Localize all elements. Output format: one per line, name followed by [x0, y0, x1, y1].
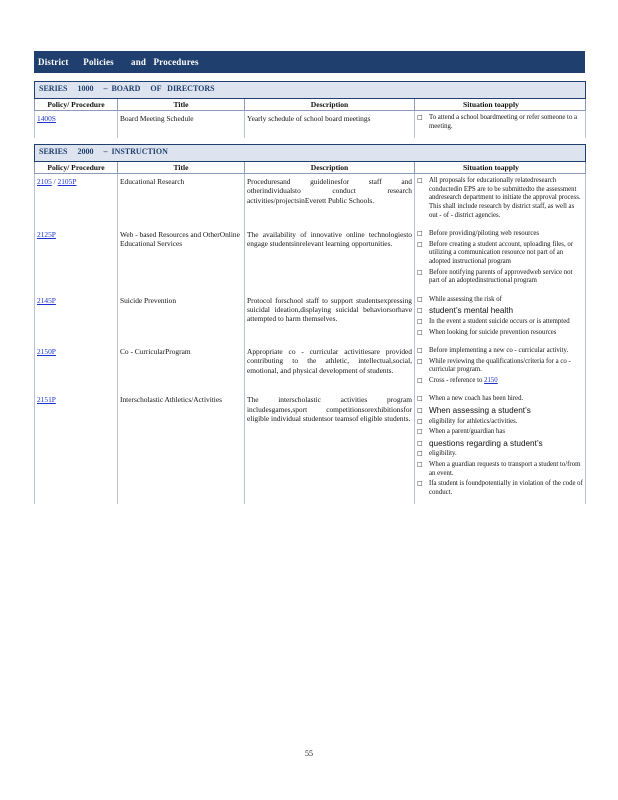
policy-link[interactable]: 2105 [37, 177, 52, 187]
situation-item: □ Cross - reference to 2150 [417, 377, 583, 386]
policy-link[interactable]: 2125P [37, 230, 56, 240]
series-header [35, 145, 586, 162]
table-row [35, 293, 586, 344]
policy-cell [35, 293, 118, 344]
title-cell: Educational Research [118, 174, 245, 227]
column-header-policy: Policy/ Procedure [35, 99, 118, 111]
situation-item: □ Before providing/piloting web resources [417, 230, 583, 239]
policy-cell [35, 392, 118, 504]
description-cell: The interscholastic activities program includesgames,sport competitionsorexhibitionsfor eligible individual studentsor teamsof eligible students. [245, 392, 415, 504]
policy-cell [35, 344, 118, 392]
page-number: 55 [305, 749, 313, 758]
policy-link[interactable]: 1400S [37, 114, 56, 123]
series-header [35, 82, 586, 99]
column-header-row [35, 162, 586, 174]
document-page [34, 51, 585, 504]
policies-table [34, 81, 586, 504]
description-cell: Appropriate co - curricular activitiesare provided contributing to the athletic, intellectual,social, emotional, and physical development of students. [245, 344, 415, 392]
situation-item: □ When a new coach has been hired. [417, 395, 583, 404]
situation-item: □ When assessing a student’s [417, 406, 583, 416]
column-header-situation: Situation toapply [415, 99, 586, 111]
situation-cell [415, 344, 586, 392]
column-header-description: Description [245, 162, 415, 174]
policy-link[interactable]: 2150P [37, 347, 56, 357]
situation-item: □ Before implementing a new co - curricular activity. [417, 347, 583, 356]
situation-item: □ Before notifying parents of approvedweb service not part of an adoptedinstructional program [417, 269, 583, 286]
document-banner [34, 51, 585, 73]
column-header-title: Title [118, 162, 245, 174]
column-header-policy: Policy/ Procedure [35, 162, 118, 174]
situation-item: □ questions regarding a student’s [417, 439, 583, 449]
situation-list [417, 114, 583, 131]
policy-separator: / [51, 177, 58, 187]
situation-item: □ While reviewing the qualifications/criteria for a co - curricular program. [417, 358, 583, 375]
title-cell: Co - CurricularProgram [118, 344, 245, 392]
situation-item: □ When looking for suicide prevention resources [417, 329, 583, 338]
column-header-row [35, 99, 586, 111]
policy-cell [35, 111, 118, 139]
situation-list [417, 177, 583, 220]
situation-item: □ To attend a school boardmeeting or refer someone to a meeting. [417, 114, 583, 131]
situation-item: □ eligibility for athletics/activities. [417, 418, 583, 427]
table-row [35, 174, 586, 227]
column-header-title: Title [118, 99, 245, 111]
description-cell: Protocol forschool staff to support studentsexpressing suicidal ideation,displaying suicidal behaviorsorhave attempted to harm themselves. [245, 293, 415, 344]
policy-link[interactable]: 2151P [37, 395, 56, 405]
title-cell: Web - based Resources and OtherOnline Educational Services [118, 227, 245, 293]
policy-link[interactable]: 2145P [37, 295, 56, 305]
column-header-situation: Situation toapply [415, 162, 586, 174]
situation-item: □ In the event a student suicide occurs or is attempted [417, 318, 583, 327]
situation-cell [415, 174, 586, 227]
situation-list [417, 296, 583, 337]
situation-cell [415, 293, 586, 344]
situation-item: □ When a parent/guardian has [417, 428, 583, 437]
banner-title: District Policies and Procedures [38, 57, 199, 67]
table-row [35, 344, 586, 392]
series-label: SERIES 2000 – INSTRUCTION [35, 145, 586, 162]
table-row [35, 392, 586, 504]
title-cell: Suicide Prevention [118, 293, 245, 344]
policy-link[interactable]: 2105P [57, 177, 77, 187]
cross-reference-link[interactable]: 2150 [484, 376, 498, 384]
situation-cell [415, 392, 586, 504]
situation-item: □ Ifa student is foundpotentially in violation of the code of conduct. [417, 480, 583, 497]
situation-item: □ While assessing the risk of [417, 296, 583, 305]
situation-item: □ student’s mental health [417, 306, 583, 316]
situation-list [417, 395, 583, 497]
series-label: SERIES 1000 – BOARD OF DIRECTORS [35, 82, 586, 99]
column-header-description: Description [245, 99, 415, 111]
situation-list [417, 230, 583, 286]
policy-cell [35, 174, 118, 227]
table-row [35, 227, 586, 293]
description-cell: Proceduresand guidelinesfor staff and otherindividualsto conduct research activities/projectsinEverett Public Schools. [245, 174, 415, 227]
situation-item: □ Before creating a student account, uploading files, or utilizing a communication resource not part of an adopted instructional program [417, 241, 583, 267]
title-cell: Board Meeting Schedule [118, 111, 245, 139]
situation-cell [415, 227, 586, 293]
description-cell: The availability of innovative online technologiesto engage studentsinrelevant learning opportunities. [245, 227, 415, 293]
situation-item: □ All proposals for educationally relatedresearch conductedin EPS are to be submittedto the assessment andresearch department to initiate the approval process. This shall include research by district staff, as well as out - of - district agencies. [417, 177, 583, 220]
situation-item: □ eligibility. [417, 450, 583, 459]
policy-cell [35, 227, 118, 293]
situation-cell [415, 111, 586, 139]
title-cell: Interscholastic Athletics/Activities [118, 392, 245, 504]
situation-list [417, 347, 583, 385]
situation-item: □ When a guardian requests to transport a student to/from an event. [417, 461, 583, 478]
table-row [35, 111, 586, 139]
description-cell: Yearly schedule of school board meetings [245, 111, 415, 139]
